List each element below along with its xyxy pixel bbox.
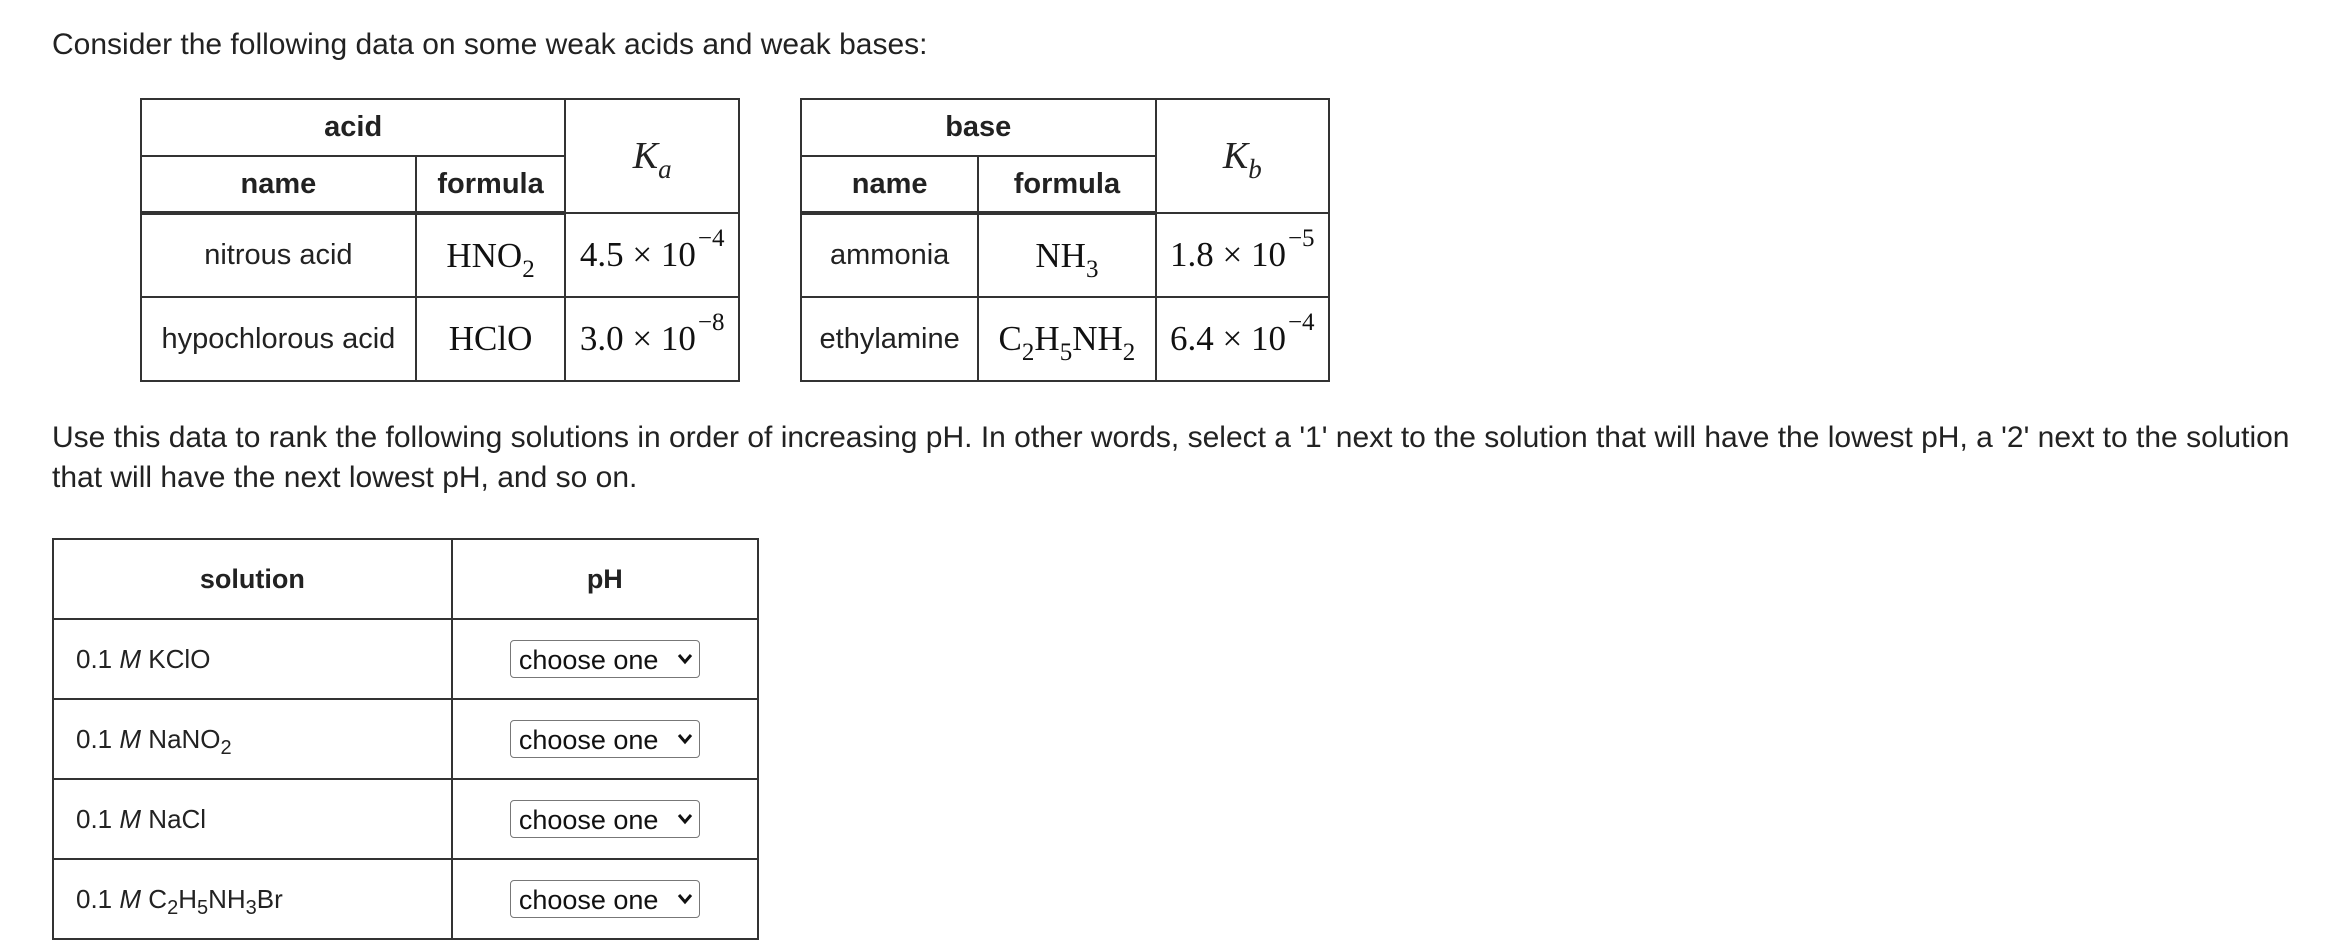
kb-header: $K_b$ [1156, 99, 1329, 213]
base-table [800, 98, 1330, 382]
ka-value: $4.5 \times 10^{-4}$ [565, 213, 739, 297]
solution-name: 0.1 M $C_2H_5NH_3Br$ [53, 859, 452, 939]
intro-text: Consider the following data on some weak acids and weak bases: [52, 28, 928, 61]
base-name-header: name [801, 156, 978, 213]
base-formula-header: formula [978, 156, 1155, 213]
ph-rank-select[interactable]: choose one [510, 640, 700, 678]
acid-formula-header: formula [416, 156, 566, 213]
base-name: ethylamine [801, 297, 978, 381]
chevron-down-icon [677, 893, 693, 905]
instructions-text: Use this data to rank the following solutions in order of increasing pH. In other words, select a '1' next to the solution that will have the lowest pH, a '2' next to the solution that will have the next lowest pH, and so on. [52, 421, 2290, 494]
acid-name: nitrous acid [141, 213, 416, 297]
solutions-table [52, 538, 759, 940]
solution-row [53, 699, 758, 779]
solution-name: 0.1 M NaCl [53, 779, 452, 859]
ph-rank-select[interactable]: choose one [510, 880, 700, 918]
base-name: ammonia [801, 213, 978, 297]
solution-name: 0.1 M NaNO$_2$ [53, 699, 452, 779]
ka-value: $3.0 \times 10^{-8}$ [565, 297, 739, 381]
ph-rank-select[interactable]: choose one [510, 800, 700, 838]
acid-name: hypochlorous acid [141, 297, 416, 381]
ka-header: $K_a$ [565, 99, 739, 213]
ph-rank-select[interactable]: choose one [510, 720, 700, 758]
acid-formula: $HNO_2$ [416, 213, 566, 297]
solution-row [53, 619, 758, 699]
ph-header: pH [452, 539, 758, 619]
acid-group-header: acid [141, 99, 565, 156]
solution-header: solution [53, 539, 452, 619]
solution-row [53, 779, 758, 859]
solution-row [53, 859, 758, 939]
solution-name: 0.1 M KClO [53, 619, 452, 699]
acid-table [140, 98, 740, 382]
base-group-header: base [801, 99, 1156, 156]
base-formula: $NH_3$ [978, 213, 1155, 297]
base-formula: $C_2H_5NH_2$ [978, 297, 1155, 381]
kb-value: $6.4 \times 10^{-4}$ [1156, 297, 1329, 381]
acid-formula: HClO [416, 297, 566, 381]
chevron-down-icon [677, 653, 693, 665]
acid-name-header: name [141, 156, 416, 213]
chevron-down-icon [677, 813, 693, 825]
chevron-down-icon [677, 733, 693, 745]
kb-value: $1.8 \times 10^{-5}$ [1156, 213, 1329, 297]
